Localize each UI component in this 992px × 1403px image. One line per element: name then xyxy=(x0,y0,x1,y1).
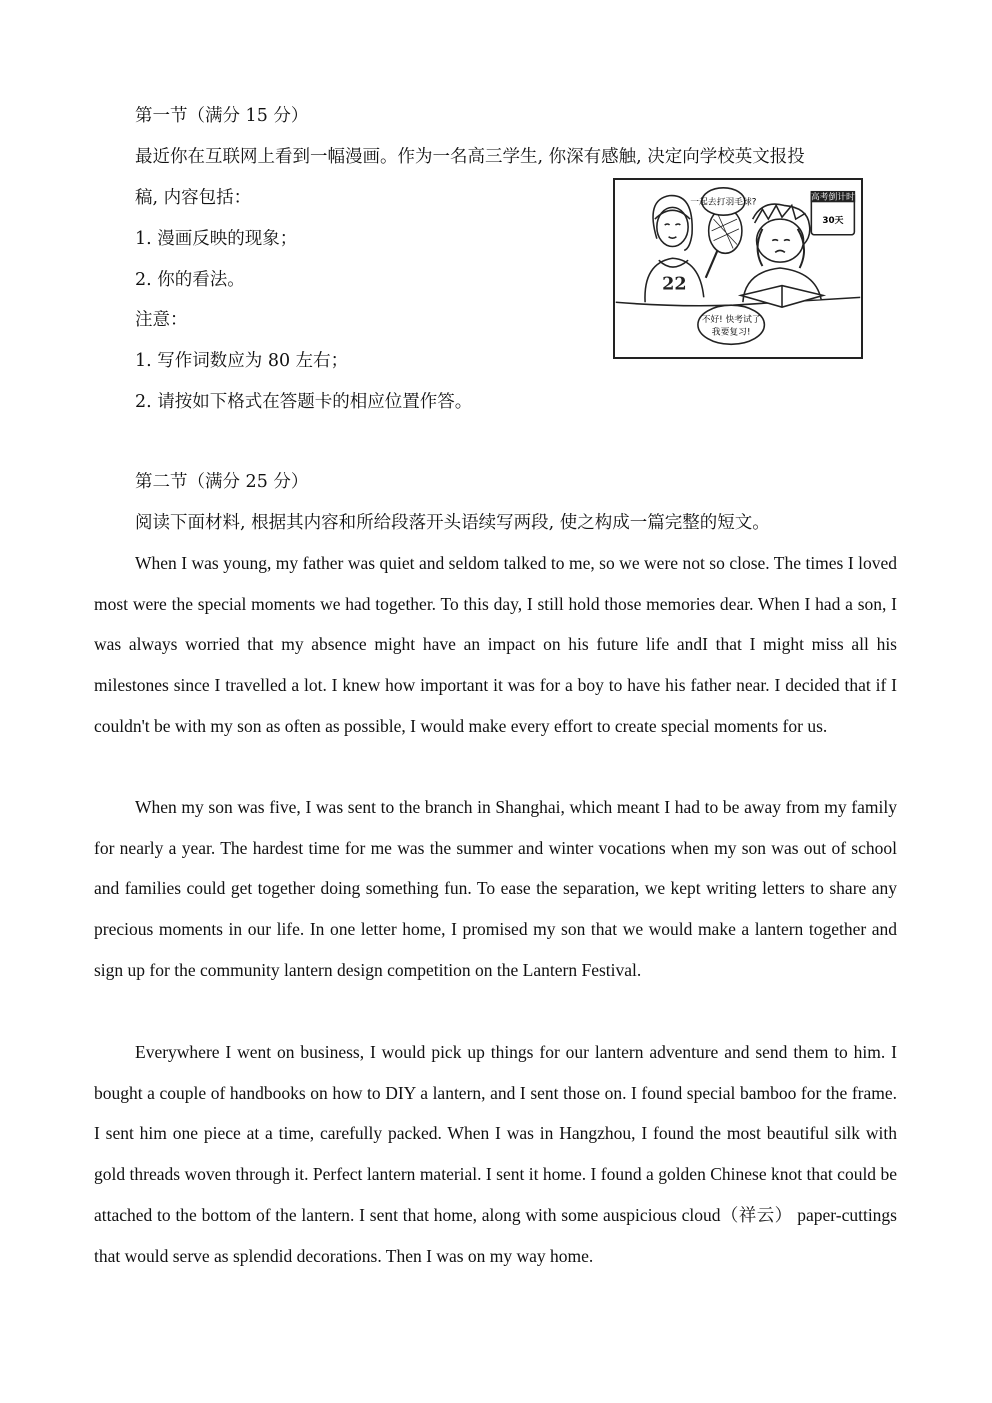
girl-speech-bubble: 一起去打羽毛球? xyxy=(690,197,757,208)
section1-intro-line1: 最近你在互联网上看到一幅漫画。作为一名高三学生, 你深有感触, 决定向学校英文报投 xyxy=(135,147,805,167)
boy-speech-line2: 我要复习! xyxy=(711,327,751,338)
story-paragraph-1: When I was young, my father was quiet and seldom talked to me, so we were not so close. The times I loved most were the special moments we had together. To this day, I still hold those memories dear. When I had a son, I was always worried that my absence might have an impact on his future life andI that I might miss all his milestones since I travelled a lot. I knew how important it was for a boy to have his father near. I decided that if I couldn't be with my son as often as possible, I would make every effort to create special moments for us. xyxy=(94,553,897,736)
section2-heading: 第二节（满分 25 分） xyxy=(135,472,309,492)
cartoon-image xyxy=(613,178,863,359)
story-paragraph-3: Everywhere I went on business, I would pick up things for our lantern adventure and send them to him. I bought a couple of handbooks on how to DIY a lantern, and I sent those on. I found special bamboo for the frame. I sent him one piece at a time, carefully packed. When I was in Hangzhou, I found the most beautiful silk with gold threads woven through it. Perfect lantern material. I sent it home. I found a golden Chinese knot that could be attached to the bottom of the lantern. I sent that home, along with some auspicious cloud（祥云） paper-cuttings that would serve as splendid decorations. Then I was on my way home. xyxy=(94,1042,897,1266)
section2-instruction: 阅读下面材料, 根据其内容和所给段落开头语续写两段, 使之构成一篇完整的短文。 xyxy=(135,513,770,533)
boy-speech-line1: 不好! 快考试了 xyxy=(701,314,761,325)
note-item-2: 2. 请按如下格式在答题卡的相应位置作答。 xyxy=(135,392,473,412)
calendar-days: 30天 xyxy=(822,216,844,227)
note-item-1: 1. 写作词数应为 80 左右； xyxy=(135,351,349,371)
note-label: 注意： xyxy=(135,310,188,330)
shirt-number: 22 xyxy=(662,273,687,295)
section1-intro-line2: 稿, 内容包括： xyxy=(135,188,252,208)
content-item-2: 2. 你的看法。 xyxy=(135,270,245,290)
section1-heading: 第一节（满分 15 分） xyxy=(135,106,309,126)
content-item-1: 1. 漫画反映的现象； xyxy=(135,229,298,249)
calendar-title: 高考倒计时 xyxy=(810,192,855,203)
story-paragraph-2: When my son was five, I was sent to the branch in Shanghai, which meant I had to be away from my family for nearly a year. The hardest time for me was the summer and winter vocations when my son was out of school and families could get together doing something fun. To ease the separation, we kept writing letters to share any precious moments in our life. In one letter home, I promised my son that we would make a lantern together and sign up for the community lantern design competition on the Lantern Festival. xyxy=(94,797,897,980)
